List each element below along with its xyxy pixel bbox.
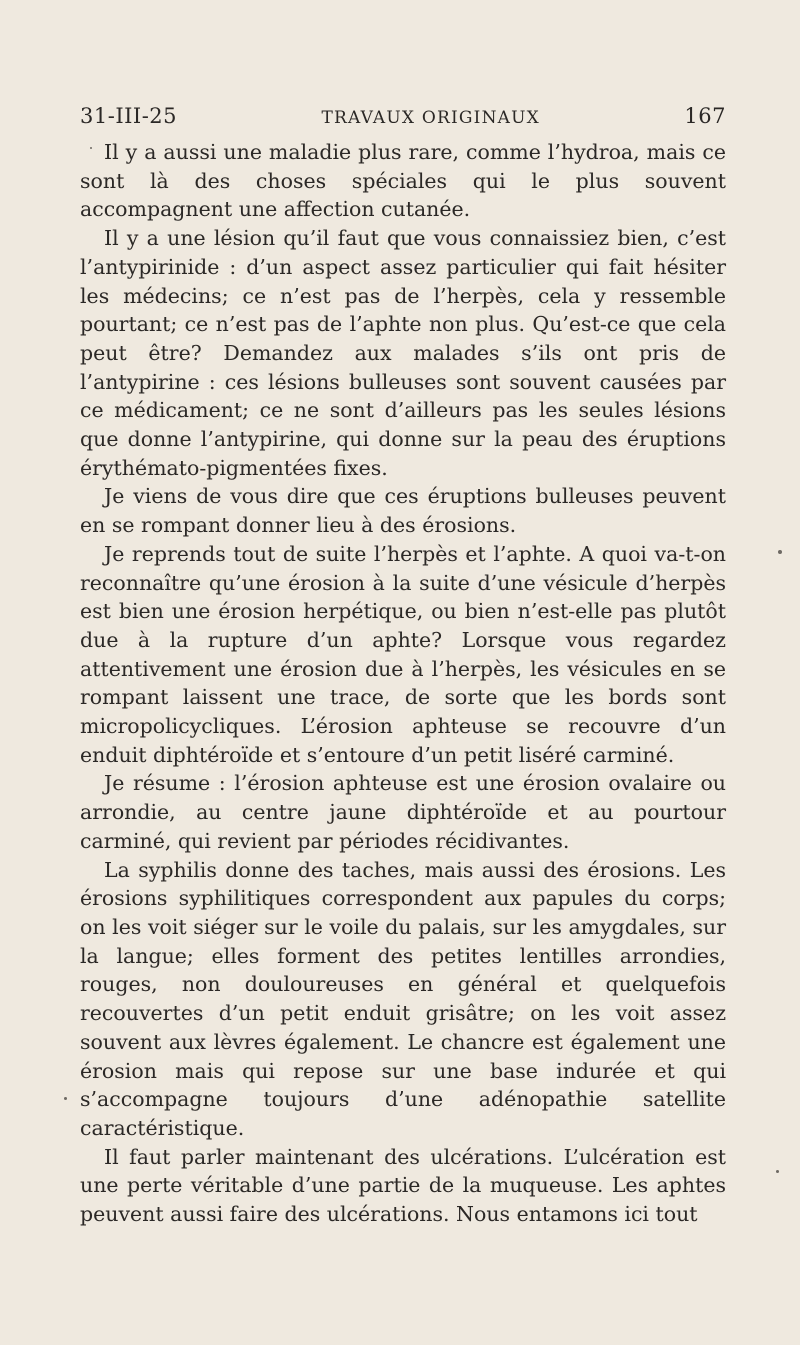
paragraph: La syphilis donne des taches, mais aussi des érosions. Les érosions syphilitiques correspondent aux papules du corps; on les voit siéger sur le voile du palais, sur les amygdales, sur la langue; elles forment des petites lentilles arrondies, rouges, non douloureuses en général et quelquefois recouvertes d’un petit enduit grisâtre; on les voit assez souvent aux lèvres également. Le chancre est également une érosion mais qui repose sur une base indurée et qui s’accompagne toujours d’une adénopathie satellite caractéristique. [80,857,726,1140]
issue-date: 31-III-25 [80,104,178,128]
body-text [80,138,726,1229]
paper-speck [776,1170,779,1173]
paper-speck [778,550,782,554]
running-head [80,104,726,138]
book-page [80,104,726,1229]
paragraph: Il y a une lésion qu’il faut que vous connaissiez bien, c’est l’antypirinide : d’un aspect assez particulier qui fait hésiter les médecins; ce n’est pas de l’herpès, cela y ressemble pourtant; ce n’est pas de l’aphte non plus. Qu’est-ce que cela peut être? Demandez aux malades s’ils ont pris de l’antypirine : ces lésions bulleuses sont souvent causées par ce médicament; ce ne sont d’ailleurs pas les seules lésions que donne l’antypirine, qui donne sur la peau des éruptions érythémato-pigmentées fixes. [80,226,726,480]
paragraph: Je reprends tout de suite l’herpès et l’aphte. A quoi va-t-on reconnaître qu’une érosion à la suite d’une vésicule d’herpès est bien une érosion herpétique, ou bien n’est-elle pas plutôt due à la rupture d’un aphte? Lorsque vous regardez attentivement une érosion due à l’herpès, les vésicules en se rompant laissent une trace, de sorte que les bords sont micropolicycliques. L’érosion aphteuse se recouvre d’un enduit diphtéroïde et s’entoure d’un petit liséré carminé. [80,541,726,767]
paper-speck [64,1097,67,1100]
paragraph: Il y a aussi une maladie plus rare, comme l’hydroa, mais ce sont là des choses spéciales qui le plus souvent accompagnent une affection cutanée. [80,140,726,222]
paragraph: Je résume : l’érosion aphteuse est une érosion ovalaire ou arrondie, au centre jaune diphtéroïde et au pourtour carminé, qui revient par périodes récidivantes. [80,771,726,853]
section-title: TRAVAUX ORIGINAUX [321,108,540,128]
page-number: 167 [684,104,726,128]
paragraph: Je viens de vous dire que ces éruptions bulleuses peuvent en se rompant donner lieu à des érosions. [80,484,726,538]
paragraph: Il faut parler maintenant des ulcérations. L’ulcération est une perte véritable d’une partie de la muqueuse. Les aphtes peuvent aussi faire des ulcérations. Nous entamons ici tout [80,1144,726,1227]
paper-speck [90,147,92,149]
